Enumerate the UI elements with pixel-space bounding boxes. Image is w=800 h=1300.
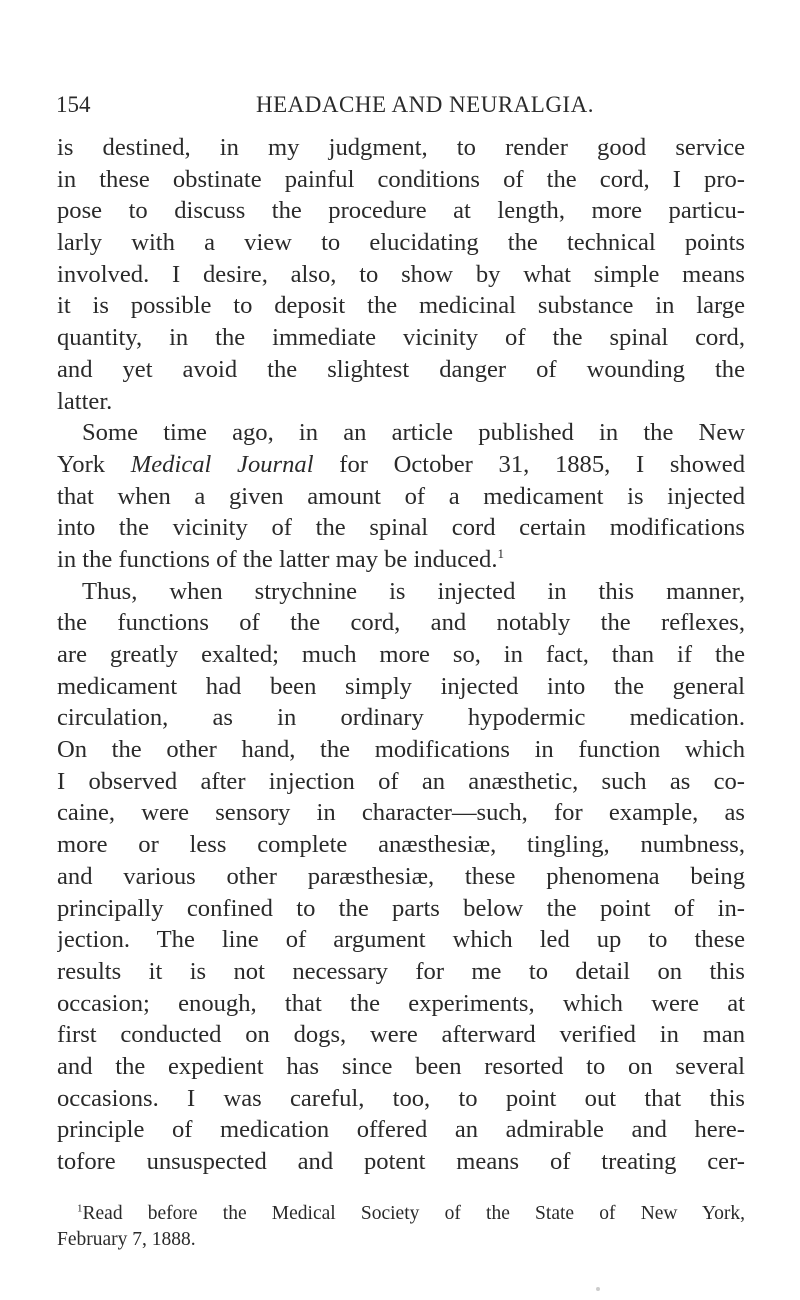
text-line: occasion; enough, that the experiments, which were at (57, 989, 745, 1017)
text-line: first conducted on dogs, were afterward verified in man (57, 1021, 745, 1049)
running-title: HEADACHE AND NEURALGIA. (256, 92, 594, 117)
text-line: quantity, in the immediate vicinity of the spinal cord, (57, 324, 745, 352)
text-line: I observed after injection of an anæsthetic, such as co- (57, 767, 745, 795)
text-line: principle of medication offered an admirable and here- (57, 1116, 745, 1144)
text-fragment: for October 31, 1885, I showed (313, 450, 745, 478)
text-line: On the other hand, the modifications in function which (57, 736, 745, 764)
text-line: larly with a view to elucidating the technical points (57, 229, 745, 257)
footnote-ref: 1 (497, 545, 505, 561)
text-line: circulation, as in ordinary hypodermic medication. (57, 704, 745, 732)
text-fragment: in the functions of the latter may be induced. (57, 545, 498, 573)
text-line: tofore unsuspected and potent means of treating cer- (57, 1148, 745, 1175)
text-line: the functions of the cord, and notably the reflexes, (57, 609, 745, 637)
text-line-with-footnote-ref (57, 544, 745, 576)
text-line: and various other paræsthesiæ, these phenomena being (57, 862, 745, 890)
text-line: jection. The line of argument which led up to these (57, 926, 745, 954)
text-line: in these obstinate painful conditions of the cord, I pro- (57, 165, 745, 193)
text-line: medicament had been simply injected into the general (57, 672, 745, 700)
text-line: into the vicinity of the spinal cord certain modifications (57, 514, 745, 542)
text-line: principally confined to the parts below the point of in- (57, 894, 745, 922)
text-line: are greatly exalted; much more so, in fact, than if the (57, 641, 745, 668)
text-line: occasions. I was careful, too, to point out that this (57, 1084, 745, 1112)
text-line: is destined, in my judgment, to render good service (57, 134, 745, 161)
footnote (57, 1201, 745, 1253)
text-line: involved. I desire, also, to show by what simple means (57, 260, 745, 288)
text-line: that when a given amount of a medicament is injected (57, 482, 745, 510)
text-line: Some time ago, in an article published in the New (82, 419, 745, 447)
text-line: latter. (57, 387, 113, 415)
journal-title: Medical Journal (130, 450, 314, 478)
running-head (56, 88, 756, 122)
text-fragment: York (57, 450, 131, 478)
text-line: results it is not necessary for me to detail on this (57, 957, 745, 985)
footnote-text: Read before the Medical Society of the State of New York, (82, 1203, 745, 1224)
footnote-line: February 7, 1888. (57, 1229, 196, 1250)
text-line: and the expedient has since been resorted to on several (57, 1052, 745, 1080)
page-number: 154 (56, 92, 91, 117)
text-line: it is possible to deposit the medicinal substance in large (57, 292, 745, 320)
text-line-with-italic (57, 449, 745, 481)
paper-speck (596, 1287, 600, 1291)
text-line: and yet avoid the slightest danger of wounding the (57, 355, 745, 383)
body-text (57, 132, 745, 1178)
text-line: caine, were sensory in character—such, for example, as (57, 799, 745, 827)
text-line: Thus, when strychnine is injected in this manner, (82, 577, 745, 605)
text-line: pose to discuss the procedure at length, more particu- (57, 197, 745, 225)
footnote-mark: 1 (77, 1202, 83, 1215)
text-line: more or less complete anæsthesiæ, tingling, numbness, (57, 831, 745, 859)
footnote-line (57, 1201, 745, 1227)
